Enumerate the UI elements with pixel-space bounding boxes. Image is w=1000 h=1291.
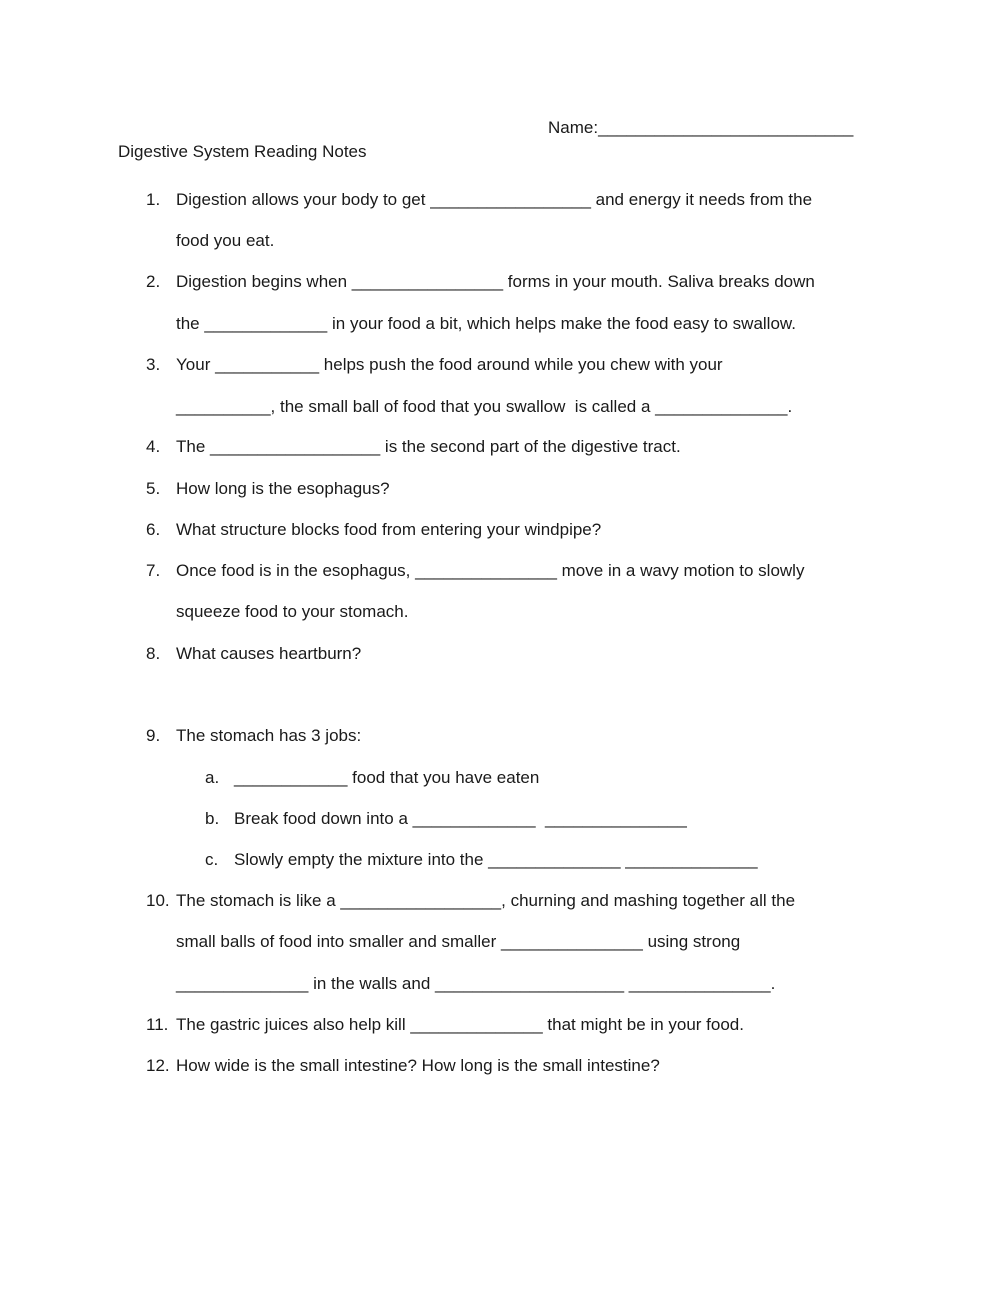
question-5-number: 5.	[146, 479, 161, 498]
question-11-number: 11.	[146, 1015, 169, 1034]
question-4-number: 4.	[146, 437, 161, 456]
question-10-number: 10.	[146, 891, 170, 910]
question-3-number: 3.	[146, 355, 161, 374]
question-10-line-1: The stomach is like a _________________, churning and mashing together all the	[176, 891, 796, 910]
subitem-c-text: Slowly empty the mixture into the ______________ ______________	[234, 850, 758, 869]
subitem-a-letter: a.	[205, 768, 220, 787]
question-2-number: 2.	[146, 272, 161, 291]
subitem-c-letter: c.	[205, 850, 219, 869]
question-4-line-1: The __________________ is the second part of the digestive tract.	[176, 437, 681, 456]
name-field: Name:___________________________	[548, 118, 854, 137]
question-12-number: 12.	[146, 1056, 170, 1075]
question-10-line-3: ______________ in the walls and ____________________ _______________.	[176, 974, 776, 993]
subitem-b-letter: b.	[205, 809, 220, 828]
question-7-number: 7.	[146, 561, 161, 580]
question-8-line-1: What causes heartburn?	[176, 644, 362, 663]
question-2-line-2: the _____________ in your food a bit, which helps make the food easy to swallow.	[176, 314, 796, 333]
question-9-number: 9.	[146, 726, 161, 745]
subitem-a-text: ____________ food that you have eaten	[234, 768, 540, 787]
question-6-line-1: What structure blocks food from entering your windpipe?	[176, 520, 602, 539]
question-5-line-1: How long is the esophagus?	[176, 479, 390, 498]
question-2-line-1: Digestion begins when ________________ forms in your mouth. Saliva breaks down	[176, 272, 815, 291]
question-11-line-1: The gastric juices also help kill ______________ that might be in your food.	[176, 1015, 744, 1034]
question-7-line-2: squeeze food to your stomach.	[176, 602, 409, 621]
question-1-line-1: Digestion allows your body to get _________________ and energy it needs from the	[176, 190, 813, 209]
question-10-line-2: small balls of food into smaller and smaller _______________ using strong	[176, 932, 741, 951]
question-7-line-1: Once food is in the esophagus, _______________ move in a wavy motion to slowly	[176, 561, 805, 580]
question-3-line-2: __________, the small ball of food that you swallow is called a ______________.	[176, 397, 793, 416]
question-8-number: 8.	[146, 644, 161, 663]
question-6-number: 6.	[146, 520, 161, 539]
subitem-b-text: Break food down into a _____________ _______________	[234, 809, 687, 828]
question-9-line-1: The stomach has 3 jobs:	[176, 726, 362, 745]
page-title: Digestive System Reading Notes	[118, 142, 367, 161]
question-12-line-1: How wide is the small intestine? How long is the small intestine?	[176, 1056, 660, 1075]
question-1-line-2: food you eat.	[176, 231, 275, 250]
question-3-line-1: Your ___________ helps push the food around while you chew with your	[176, 355, 723, 374]
question-1-number: 1.	[146, 190, 161, 209]
